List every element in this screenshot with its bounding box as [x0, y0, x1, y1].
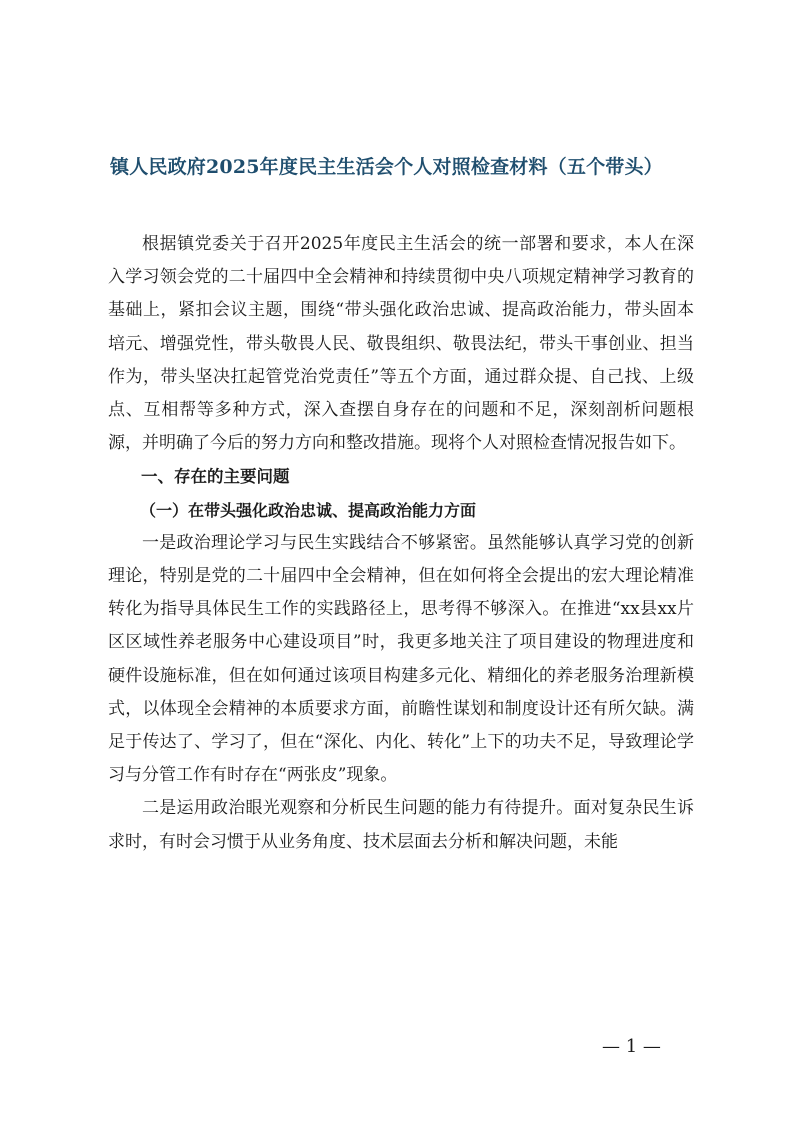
subsection-heading: （一）在带头强化政治忠诚、提高政治能力方面 — [140, 500, 477, 520]
point-two-paragraph: 二是运用政治眼光观察和分析民生问题的能力有待提升。面对复杂民生诉求时，有时会习惯于从业务角度、技术层面去分析和解决问题，未能 — [108, 798, 694, 852]
intro-paragraph: 根据镇党委关于召开2025年度民主生活会的统一部署和要求，本人在深入学习领会党的二十届四中全会精神和持续贯彻中央八项规定精神学习教育的基础上，紧扣会议主题，围绕“带头强化政治忠诚、提高政治能力，带头固本培元、增强党性，带头敬畏人民、敬畏组织、敬畏法纪，带头干事创业、担当作为，带头坚决扛起管党治党责任”等五个方面，通过群众提、自己找、上级点、互相帮等多种方式，深入查摆自身存在的问题和不足，深刻剖析问题根源，并明确了今后的努力方向和整改措施。现将个人对照检查情况报告如下。 — [108, 234, 694, 454]
section-heading: 一、存在的主要问题 — [141, 467, 290, 487]
point-one-paragraph: 一是政治理论学习与民生实践结合不够紧密。虽然能够认真学习党的创新理论，特别是党的二十届四中全会精神，但在如何将全会提出的宏大理论精准转化为指导具体民生工作的实践路径上，思考得不够深入。在推进“xx县xx片区区域性养老服务中心建设项目”时，我更多地关注了项目建设的物理进度和硬件设施标准，但在如何通过该项目构建多元化、精细化的养老服务治理新模式，以体现全会精神的本质要求方面，前瞻性谋划和制度设计还有所欠缺。满足于传达了、学习了，但在“深化、内化、转化”上下的功夫不足，导致理论学习与分管工作有时存在“两张皮”现象。 — [108, 532, 694, 786]
document-title: 镇人民政府2025年度民主生活会个人对照检查材料（五个带头） — [110, 156, 663, 178]
document-body — [108, 228, 694, 859]
page-number: — 1 — — [602, 1036, 661, 1057]
